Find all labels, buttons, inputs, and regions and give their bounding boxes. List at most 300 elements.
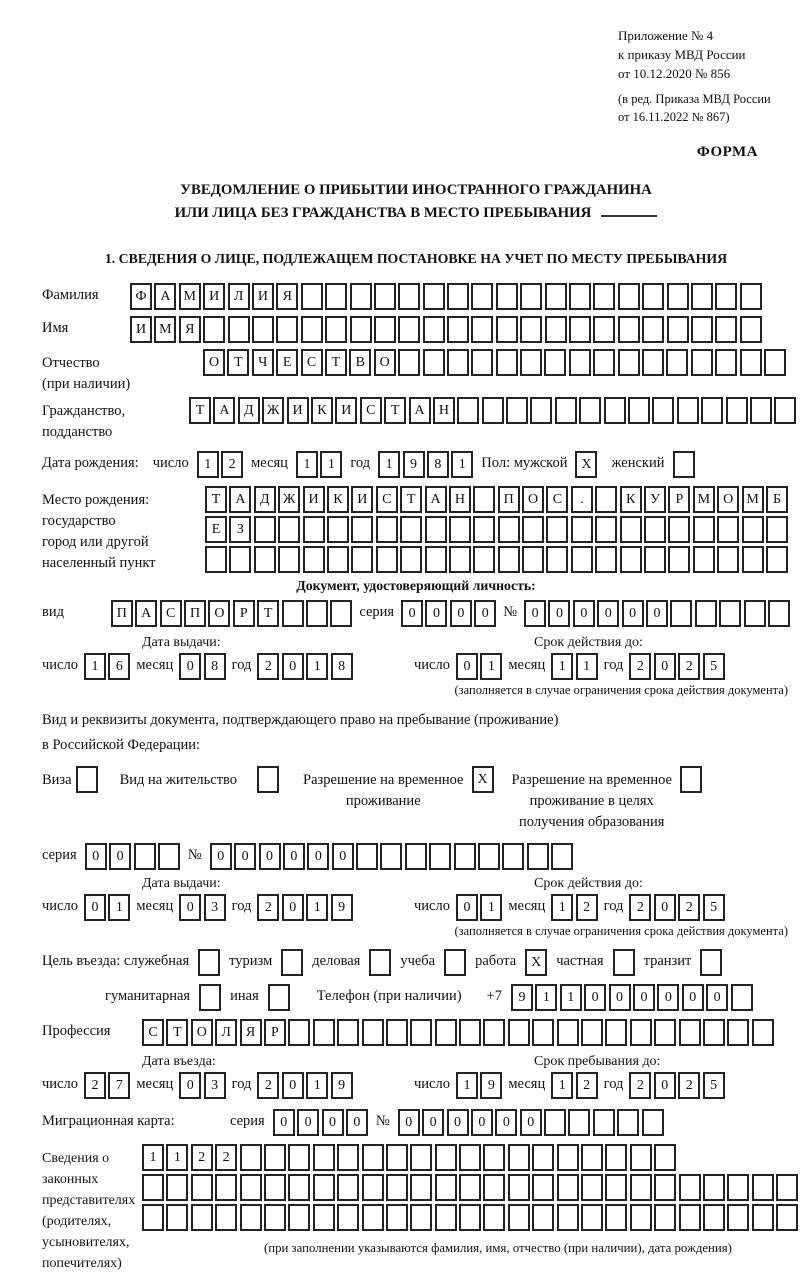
form-cell[interactable]: О [208, 600, 230, 627]
form-cell[interactable]: 0 [307, 843, 329, 870]
form-cell[interactable] [362, 1019, 384, 1046]
form-cell[interactable] [593, 1109, 615, 1136]
form-cell[interactable]: 5 [703, 653, 725, 680]
form-cell[interactable] [425, 516, 447, 543]
form-cell[interactable] [254, 516, 276, 543]
phone-cells[interactable] [511, 984, 753, 1011]
form-cell[interactable] [423, 349, 445, 376]
form-cell[interactable]: 1 [108, 894, 130, 921]
form-cell[interactable] [301, 316, 323, 343]
form-cell[interactable] [680, 766, 702, 793]
form-cell[interactable] [473, 516, 495, 543]
form-cell[interactable] [435, 1144, 457, 1171]
form-cell[interactable]: 0 [520, 1109, 542, 1136]
sex-male-checkbox[interactable] [575, 451, 597, 478]
form-cell[interactable] [278, 516, 300, 543]
form-cell[interactable] [166, 1204, 188, 1231]
form-cell[interactable] [337, 1019, 359, 1046]
form-cell[interactable] [613, 949, 635, 976]
form-cell[interactable] [700, 949, 722, 976]
form-cell[interactable] [546, 516, 568, 543]
form-cell[interactable]: 1 [551, 894, 573, 921]
form-cell[interactable] [569, 316, 591, 343]
form-cell[interactable] [473, 546, 495, 573]
purpose-study-checkbox[interactable] [444, 949, 466, 976]
form-cell[interactable] [522, 516, 544, 543]
form-cell[interactable]: 0 [474, 600, 496, 627]
form-cell[interactable]: С [376, 486, 398, 513]
form-cell[interactable]: Ч [252, 349, 274, 376]
form-cell[interactable] [551, 843, 573, 870]
form-cell[interactable] [693, 546, 715, 573]
form-cell[interactable]: 0 [282, 1072, 304, 1099]
form-cell[interactable] [618, 283, 640, 310]
form-cell[interactable] [715, 283, 737, 310]
form-cell[interactable] [508, 1204, 530, 1231]
form-cell[interactable]: 0 [657, 984, 679, 1011]
form-cell[interactable] [444, 949, 466, 976]
form-cell[interactable] [400, 516, 422, 543]
form-cell[interactable] [693, 516, 715, 543]
form-cell[interactable] [569, 283, 591, 310]
form-cell[interactable] [557, 1204, 579, 1231]
form-cell[interactable] [668, 546, 690, 573]
form-cell[interactable] [532, 1174, 554, 1201]
form-cell[interactable] [228, 316, 250, 343]
form-cell[interactable]: 9 [480, 1072, 502, 1099]
form-cell[interactable] [313, 1174, 335, 1201]
form-cell[interactable]: 2 [629, 894, 651, 921]
form-cell[interactable] [502, 843, 524, 870]
form-cell[interactable] [740, 349, 762, 376]
form-cell[interactable]: А [154, 283, 176, 310]
form-cell[interactable]: 0 [682, 984, 704, 1011]
form-cell[interactable] [303, 546, 325, 573]
visa-checkbox[interactable] [76, 766, 98, 793]
form-cell[interactable] [198, 949, 220, 976]
form-cell[interactable] [677, 397, 699, 424]
form-cell[interactable]: 0 [273, 1109, 295, 1136]
form-cell[interactable]: О [717, 486, 739, 513]
form-cell[interactable] [679, 1204, 701, 1231]
form-cell[interactable] [362, 1174, 384, 1201]
form-cell[interactable] [744, 600, 766, 627]
form-cell[interactable] [496, 283, 518, 310]
form-cell[interactable]: И [335, 397, 357, 424]
form-cell[interactable]: 0 [401, 600, 423, 627]
form-cell[interactable]: X [472, 766, 494, 793]
form-cell[interactable]: И [252, 283, 274, 310]
form-cell[interactable]: А [213, 397, 235, 424]
form-cell[interactable] [350, 283, 372, 310]
form-cell[interactable] [191, 1204, 213, 1231]
form-cell[interactable] [727, 1174, 749, 1201]
form-cell[interactable] [278, 546, 300, 573]
form-cell[interactable] [740, 283, 762, 310]
purpose-other-checkbox[interactable] [268, 984, 290, 1011]
form-cell[interactable] [435, 1204, 457, 1231]
form-cell[interactable] [337, 1204, 359, 1231]
form-cell[interactable] [695, 600, 717, 627]
form-cell[interactable] [595, 486, 617, 513]
form-cell[interactable]: Л [228, 283, 250, 310]
form-cell[interactable] [522, 546, 544, 573]
form-cell[interactable] [644, 546, 666, 573]
form-cell[interactable] [532, 1204, 554, 1231]
form-cell[interactable]: О [374, 349, 396, 376]
form-cell[interactable] [726, 397, 748, 424]
form-cell[interactable] [473, 486, 495, 513]
form-cell[interactable]: Ж [278, 486, 300, 513]
form-cell[interactable] [520, 316, 542, 343]
form-cell[interactable] [617, 1109, 639, 1136]
form-cell[interactable]: 1 [296, 451, 318, 478]
form-cell[interactable]: 1 [451, 451, 473, 478]
form-cell[interactable]: С [160, 600, 182, 627]
form-cell[interactable]: 0 [654, 894, 676, 921]
form-cell[interactable]: 6 [108, 653, 130, 680]
form-cell[interactable]: 0 [179, 653, 201, 680]
form-cell[interactable] [654, 1019, 676, 1046]
form-cell[interactable]: 9 [331, 1072, 353, 1099]
form-cell[interactable] [459, 1204, 481, 1231]
form-cell[interactable] [459, 1144, 481, 1171]
form-cell[interactable] [306, 600, 328, 627]
form-cell[interactable]: 0 [609, 984, 631, 1011]
form-cell[interactable] [386, 1204, 408, 1231]
form-cell[interactable] [605, 1019, 627, 1046]
form-cell[interactable]: 5 [703, 894, 725, 921]
form-cell[interactable] [642, 349, 664, 376]
form-cell[interactable]: О [203, 349, 225, 376]
form-cell[interactable] [715, 349, 737, 376]
form-cell[interactable]: 0 [84, 894, 106, 921]
form-cell[interactable] [374, 316, 396, 343]
form-cell[interactable]: Р [668, 486, 690, 513]
form-cell[interactable] [667, 316, 689, 343]
form-cell[interactable]: 0 [179, 1072, 201, 1099]
form-cell[interactable] [593, 316, 615, 343]
form-cell[interactable] [264, 1144, 286, 1171]
form-cell[interactable] [593, 349, 615, 376]
form-cell[interactable] [268, 984, 290, 1011]
form-cell[interactable]: Ф [130, 283, 152, 310]
form-cell[interactable] [642, 1109, 664, 1136]
form-cell[interactable]: А [425, 486, 447, 513]
form-cell[interactable] [673, 451, 695, 478]
form-cell[interactable]: М [179, 283, 201, 310]
form-cell[interactable]: 2 [678, 1072, 700, 1099]
form-cell[interactable]: 0 [447, 1109, 469, 1136]
form-cell[interactable] [264, 1204, 286, 1231]
form-cell[interactable]: 1 [535, 984, 557, 1011]
form-cell[interactable]: З [229, 516, 251, 543]
form-cell[interactable] [142, 1204, 164, 1231]
form-cell[interactable] [654, 1204, 676, 1231]
form-cell[interactable]: Т [205, 486, 227, 513]
form-cell[interactable] [483, 1174, 505, 1201]
form-cell[interactable] [400, 546, 422, 573]
form-cell[interactable]: Е [205, 516, 227, 543]
form-cell[interactable] [337, 1174, 359, 1201]
form-cell[interactable] [532, 1019, 554, 1046]
form-cell[interactable]: 1 [306, 653, 328, 680]
form-cell[interactable] [325, 316, 347, 343]
form-cell[interactable] [605, 1144, 627, 1171]
form-cell[interactable] [701, 397, 723, 424]
form-cell[interactable] [410, 1204, 432, 1231]
form-cell[interactable]: 0 [633, 984, 655, 1011]
form-cell[interactable] [581, 1174, 603, 1201]
form-cell[interactable]: С [301, 349, 323, 376]
form-cell[interactable]: М [742, 486, 764, 513]
form-cell[interactable] [508, 1019, 530, 1046]
form-cell[interactable]: Б [766, 486, 788, 513]
form-cell[interactable] [496, 316, 518, 343]
form-cell[interactable] [768, 600, 790, 627]
form-cell[interactable] [630, 1144, 652, 1171]
form-cell[interactable]: Р [264, 1019, 286, 1046]
form-cell[interactable] [703, 1174, 725, 1201]
form-cell[interactable] [752, 1019, 774, 1046]
form-cell[interactable] [581, 1204, 603, 1231]
form-cell[interactable]: Я [179, 316, 201, 343]
form-cell[interactable] [630, 1174, 652, 1201]
form-cell[interactable]: 0 [622, 600, 644, 627]
form-cell[interactable] [703, 1019, 725, 1046]
form-cell[interactable] [327, 546, 349, 573]
form-cell[interactable] [435, 1174, 457, 1201]
form-cell[interactable] [557, 1019, 579, 1046]
form-cell[interactable]: Л [215, 1019, 237, 1046]
form-cell[interactable] [544, 349, 566, 376]
form-cell[interactable] [350, 316, 372, 343]
form-cell[interactable]: 1 [480, 894, 502, 921]
form-cell[interactable] [569, 349, 591, 376]
form-cell[interactable]: Н [449, 486, 471, 513]
form-cell[interactable] [205, 546, 227, 573]
form-cell[interactable]: 1 [480, 653, 502, 680]
residence-permit-checkbox[interactable] [257, 766, 279, 793]
form-cell[interactable] [398, 283, 420, 310]
form-cell[interactable]: 8 [204, 653, 226, 680]
form-cell[interactable] [376, 516, 398, 543]
form-cell[interactable] [288, 1144, 310, 1171]
form-cell[interactable] [142, 1174, 164, 1201]
form-cell[interactable] [386, 1019, 408, 1046]
form-cell[interactable] [670, 600, 692, 627]
form-cell[interactable]: П [184, 600, 206, 627]
form-cell[interactable]: 1 [197, 451, 219, 478]
form-cell[interactable]: Т [189, 397, 211, 424]
sex-female-checkbox[interactable] [673, 451, 695, 478]
form-cell[interactable] [764, 349, 786, 376]
form-cell[interactable]: Д [254, 486, 276, 513]
form-cell[interactable] [654, 1174, 676, 1201]
form-cell[interactable] [380, 843, 402, 870]
form-cell[interactable]: М [693, 486, 715, 513]
form-cell[interactable] [557, 1174, 579, 1201]
form-cell[interactable] [581, 1019, 603, 1046]
form-cell[interactable]: О [522, 486, 544, 513]
form-cell[interactable] [356, 843, 378, 870]
form-cell[interactable]: К [311, 397, 333, 424]
form-cell[interactable] [386, 1174, 408, 1201]
form-cell[interactable] [620, 516, 642, 543]
form-cell[interactable] [478, 843, 500, 870]
form-cell[interactable]: 2 [257, 1072, 279, 1099]
form-cell[interactable] [544, 1109, 566, 1136]
form-cell[interactable] [158, 843, 180, 870]
form-cell[interactable]: 0 [654, 1072, 676, 1099]
form-cell[interactable]: С [360, 397, 382, 424]
form-cell[interactable] [508, 1144, 530, 1171]
form-cell[interactable]: 1 [142, 1144, 164, 1171]
form-cell[interactable] [740, 316, 762, 343]
form-cell[interactable] [288, 1174, 310, 1201]
form-cell[interactable] [362, 1204, 384, 1231]
form-cell[interactable] [240, 1174, 262, 1201]
form-cell[interactable]: 0 [283, 843, 305, 870]
form-cell[interactable] [555, 397, 577, 424]
form-cell[interactable]: 2 [191, 1144, 213, 1171]
form-cell[interactable] [483, 1019, 505, 1046]
form-cell[interactable]: А [409, 397, 431, 424]
form-cell[interactable] [605, 1204, 627, 1231]
form-cell[interactable] [166, 1174, 188, 1201]
form-cell[interactable] [527, 843, 549, 870]
form-cell[interactable] [520, 283, 542, 310]
form-cell[interactable] [742, 546, 764, 573]
form-cell[interactable]: Ж [262, 397, 284, 424]
purpose-work-checkbox[interactable] [525, 949, 547, 976]
form-cell[interactable]: Я [240, 1019, 262, 1046]
form-cell[interactable] [459, 1019, 481, 1046]
form-cell[interactable] [351, 546, 373, 573]
form-cell[interactable] [313, 1204, 335, 1231]
form-cell[interactable] [595, 516, 617, 543]
form-cell[interactable]: 7 [108, 1072, 130, 1099]
form-cell[interactable] [303, 516, 325, 543]
form-cell[interactable] [506, 397, 528, 424]
form-cell[interactable]: 0 [179, 894, 201, 921]
form-cell[interactable] [652, 397, 674, 424]
form-cell[interactable]: 0 [548, 600, 570, 627]
form-cell[interactable]: . [571, 486, 593, 513]
form-cell[interactable] [454, 843, 476, 870]
form-cell[interactable] [776, 1174, 798, 1201]
form-cell[interactable] [447, 349, 469, 376]
form-cell[interactable] [199, 984, 221, 1011]
form-cell[interactable] [429, 843, 451, 870]
form-cell[interactable]: 0 [346, 1109, 368, 1136]
form-cell[interactable]: П [111, 600, 133, 627]
form-cell[interactable] [642, 283, 664, 310]
form-cell[interactable]: А [135, 600, 157, 627]
form-cell[interactable] [630, 1204, 652, 1231]
form-cell[interactable]: И [203, 283, 225, 310]
form-cell[interactable] [281, 949, 303, 976]
form-cell[interactable]: 0 [425, 600, 447, 627]
form-cell[interactable]: 2 [257, 653, 279, 680]
form-cell[interactable] [679, 1019, 701, 1046]
form-cell[interactable]: 9 [403, 451, 425, 478]
form-cell[interactable] [471, 283, 493, 310]
form-cell[interactable]: X [525, 949, 547, 976]
form-cell[interactable] [668, 516, 690, 543]
form-cell[interactable]: 2 [576, 894, 598, 921]
form-cell[interactable]: 2 [221, 451, 243, 478]
form-cell[interactable] [628, 397, 650, 424]
form-cell[interactable] [369, 949, 391, 976]
form-cell[interactable]: 2 [215, 1144, 237, 1171]
form-cell[interactable] [337, 1144, 359, 1171]
form-cell[interactable] [496, 349, 518, 376]
form-cell[interactable] [483, 1144, 505, 1171]
form-cell[interactable] [604, 397, 626, 424]
form-cell[interactable]: О [191, 1019, 213, 1046]
form-cell[interactable] [546, 546, 568, 573]
form-cell[interactable] [288, 1019, 310, 1046]
form-cell[interactable] [679, 1174, 701, 1201]
form-cell[interactable] [545, 283, 567, 310]
form-cell[interactable]: И [351, 486, 373, 513]
form-cell[interactable] [376, 546, 398, 573]
form-cell[interactable] [742, 516, 764, 543]
form-cell[interactable] [330, 600, 352, 627]
form-cell[interactable] [410, 1019, 432, 1046]
form-cell[interactable]: 0 [471, 1109, 493, 1136]
form-cell[interactable]: Т [227, 349, 249, 376]
form-cell[interactable]: Я [276, 283, 298, 310]
form-cell[interactable] [215, 1174, 237, 1201]
form-cell[interactable]: 1 [320, 451, 342, 478]
form-cell[interactable] [508, 1174, 530, 1201]
form-cell[interactable] [766, 516, 788, 543]
form-cell[interactable] [752, 1174, 774, 1201]
form-cell[interactable] [727, 1019, 749, 1046]
form-cell[interactable] [240, 1144, 262, 1171]
form-cell[interactable]: Р [233, 600, 255, 627]
form-cell[interactable] [703, 1204, 725, 1231]
form-cell[interactable]: 0 [297, 1109, 319, 1136]
form-cell[interactable] [471, 316, 493, 343]
form-cell[interactable] [257, 766, 279, 793]
form-cell[interactable]: 3 [204, 894, 226, 921]
form-cell[interactable] [750, 397, 772, 424]
form-cell[interactable]: В [349, 349, 371, 376]
form-cell[interactable]: 5 [703, 1072, 725, 1099]
form-cell[interactable]: Е [276, 349, 298, 376]
form-cell[interactable] [252, 316, 274, 343]
form-cell[interactable] [666, 349, 688, 376]
form-cell[interactable] [276, 316, 298, 343]
form-cell[interactable]: 1 [576, 653, 598, 680]
form-cell[interactable]: С [142, 1019, 164, 1046]
form-cell[interactable]: 0 [332, 843, 354, 870]
form-cell[interactable] [774, 397, 796, 424]
form-cell[interactable] [423, 283, 445, 310]
form-cell[interactable] [557, 1144, 579, 1171]
form-cell[interactable]: 8 [427, 451, 449, 478]
form-cell[interactable]: Д [238, 397, 260, 424]
form-cell[interactable]: У [644, 486, 666, 513]
form-cell[interactable] [654, 1144, 676, 1171]
form-cell[interactable]: 1 [456, 1072, 478, 1099]
form-cell[interactable] [447, 316, 469, 343]
form-cell[interactable] [229, 546, 251, 573]
form-cell[interactable]: 0 [259, 843, 281, 870]
